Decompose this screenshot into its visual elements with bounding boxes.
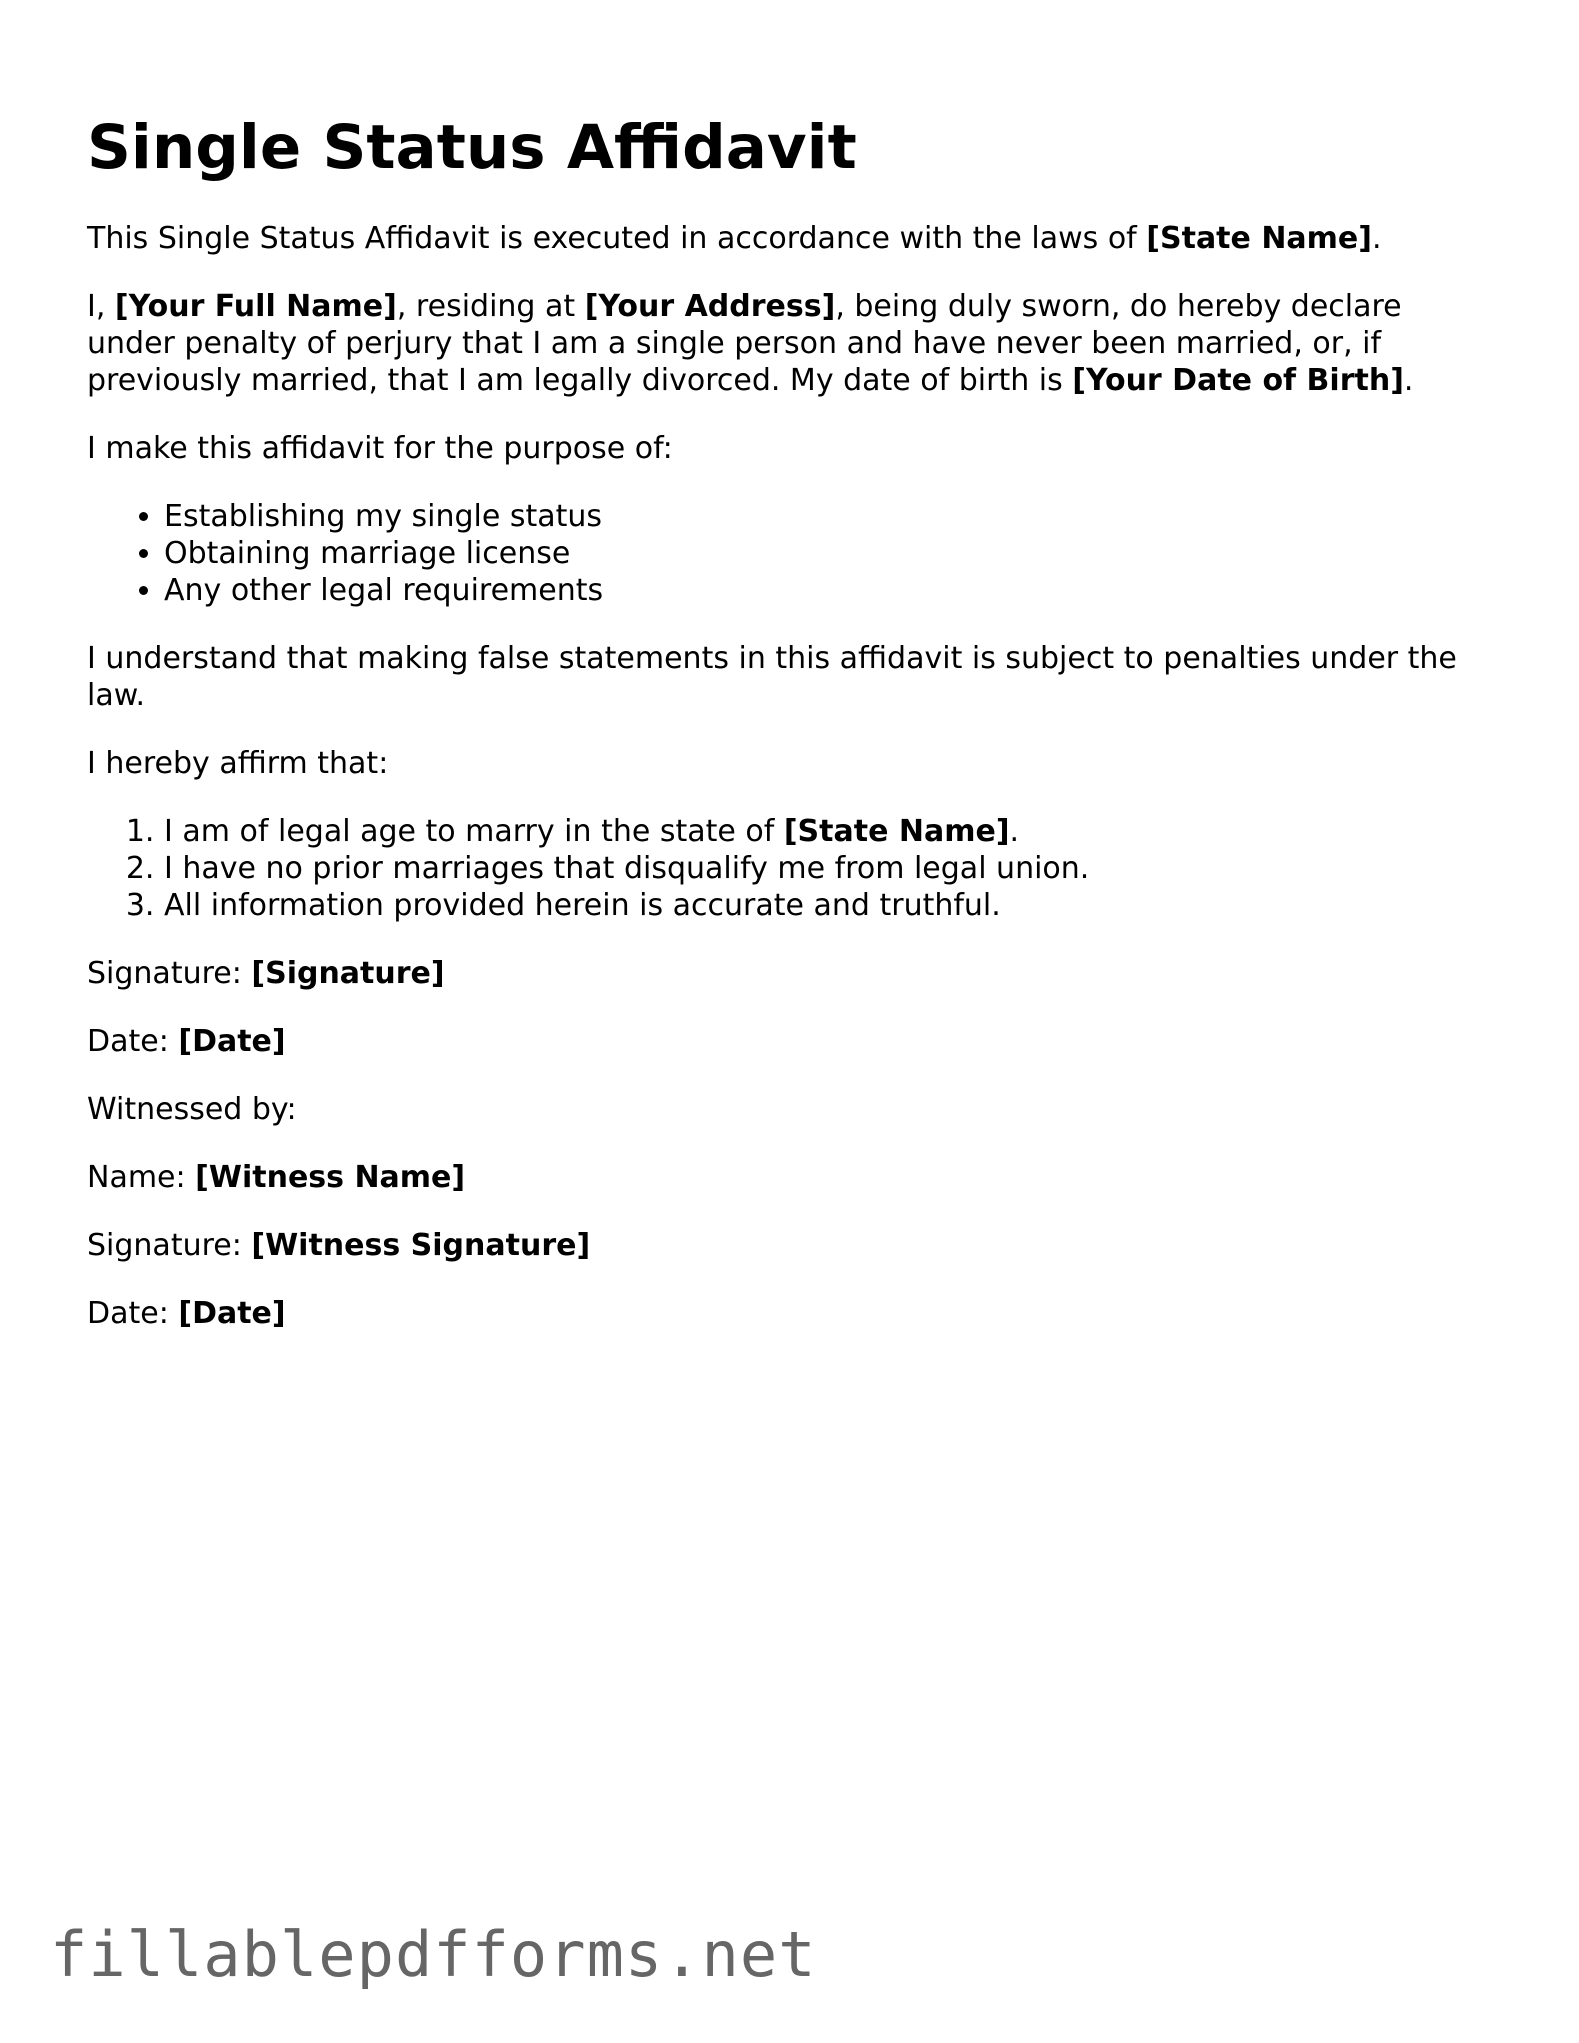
affirm-lead: I hereby affirm that: <box>87 746 389 781</box>
affirm-item: 2. I have no prior marriages that disqualify me from legal union. <box>164 850 1497 887</box>
witness-heading: Witnessed by: <box>87 1092 297 1127</box>
affirm-item-1-end: . <box>1009 814 1020 849</box>
purpose-lead: I make this affidavit for the purpose of: <box>87 431 673 466</box>
witness-signature-label: Signature: <box>87 1228 252 1263</box>
declaration-text-1: I, <box>87 289 115 324</box>
purpose-item: • Any other legal requirements <box>164 572 1497 609</box>
declaration-text-3: , being duly sworn, do hereby declare under penalty of perjury that I am a single person and have never been married, or, if previously married, that I am legally divorced. My date of birth is <box>87 289 1402 398</box>
affirm-item <box>164 813 1497 850</box>
intro-paragraph <box>87 220 1497 257</box>
site-watermark: fillablepdfforms.net <box>50 1918 817 1991</box>
address-field: [Your Address] <box>584 289 836 324</box>
witness-name-line <box>87 1159 1497 1196</box>
intro-text: This Single Status Affidavit is executed in accordance with the laws of <box>87 221 1147 256</box>
state-name-field: [State Name] <box>1146 221 1372 256</box>
affirm-item: 3. All information provided herein is accurate and truthful. <box>164 887 1497 924</box>
date-line <box>87 1023 1497 1060</box>
affirm-state-name-field: [State Name] <box>783 814 1010 849</box>
witness-date-field: [Date] <box>178 1296 286 1331</box>
purpose-item: • Obtaining marriage license <box>164 535 1497 572</box>
witness-date-line <box>87 1295 1497 1332</box>
purpose-item: • Establishing my single status <box>164 498 1497 535</box>
witness-date-label: Date: <box>87 1296 179 1331</box>
witness-name-field: [Witness Name] <box>195 1160 466 1195</box>
date-of-birth-field: [Your Date of Birth] <box>1072 363 1404 398</box>
full-name-field: [Your Full Name] <box>114 289 397 324</box>
date-field: [Date] <box>178 1024 286 1059</box>
affirm-list <box>87 813 1497 924</box>
signature-label: Signature: <box>87 956 252 991</box>
witness-signature-field: [Witness Signature] <box>251 1228 591 1263</box>
date-label: Date: <box>87 1024 179 1059</box>
witness-name-label: Name: <box>87 1160 196 1195</box>
affirm-item-1-text: I am of legal age to marry in the state of <box>164 814 784 849</box>
declaration-end: . <box>1403 363 1414 398</box>
declaration-text-2: , residing at <box>396 289 585 324</box>
document-title: Single Status Affidavit <box>87 112 857 183</box>
signature-field: [Signature] <box>251 956 445 991</box>
intro-end: . <box>1371 221 1382 256</box>
purpose-list <box>87 498 1497 609</box>
understanding-paragraph: I understand that making false statements in this affidavit is subject to penalties under the law. <box>87 641 1457 713</box>
witness-signature-line <box>87 1227 1497 1264</box>
declaration-paragraph <box>87 288 1497 399</box>
affidavit-document <box>87 112 1497 1363</box>
signature-line <box>87 955 1497 992</box>
